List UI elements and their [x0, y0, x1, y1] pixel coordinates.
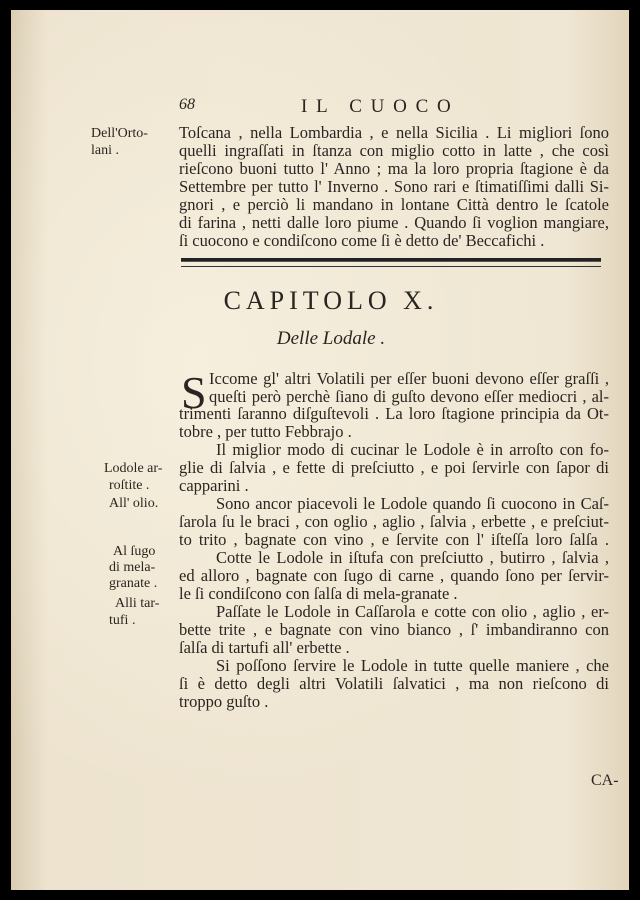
- text-line: Iccome gl' altri Volatili per eſſer buoni devono eſſer graſſi ,: [209, 369, 609, 388]
- text-line: ſarola ſu le braci , con oglio , aglio , ſalvia , erbette , e preſciut-: [179, 512, 609, 531]
- margin-note: roſtite .: [109, 478, 150, 493]
- text-line: glie di ſalvia , e fette di preſciutto , e poi ſervirle con ſapor di: [179, 458, 609, 477]
- text-line: ſalſa di tartufi all' erbette .: [179, 638, 350, 657]
- text-line: bette trite , e bagnate con vino bianco , ſ' imbandiranno con: [179, 620, 609, 639]
- text-line: to trito , bagnate con vino , e ſervite con l' iſteſſa loro ſalſa .: [179, 530, 609, 549]
- drop-cap: S: [181, 367, 207, 418]
- text-line: gnori , e perciò li mandano in lontane Città dentro le ſcatole: [179, 195, 609, 214]
- margin-note: lani .: [91, 143, 119, 158]
- text-line: ſi cuocono e condiſcono come ſi è detto de' Beccafichi .: [179, 231, 545, 250]
- book-page: [11, 10, 629, 890]
- text-line: Si poſſono ſervire le Lodole in tutte quelle maniere , che: [216, 656, 609, 675]
- margin-note: Dell'Orto-: [91, 126, 148, 141]
- margin-note: Al ſugo: [113, 544, 156, 559]
- text-line: quelli ingraſſati in ſtanza con miglio cotto in latte , che così: [179, 141, 609, 160]
- margin-note: Alli tar-: [115, 596, 160, 611]
- margin-note: di mela-: [109, 560, 156, 575]
- text-line: rieſcono buoni tutto l' Anno ; ma la loro propria ſtagione è da: [179, 159, 609, 178]
- text-line: troppo guſto .: [179, 692, 269, 711]
- text-line: le ſi condiſcono con ſalſa di mela-granate .: [179, 584, 458, 603]
- running-title: I L C U O C O: [301, 96, 453, 117]
- text-line: Il miglior modo di cucinar le Lodole è in arroſto con fo-: [216, 440, 609, 459]
- text-line: Paſſate le Lodole in Caſſarola e cotte con olio , aglio , er-: [216, 602, 609, 621]
- margin-note: granate .: [109, 576, 158, 591]
- chapter-subtitle: Delle Lodale .: [276, 328, 386, 349]
- text-line: trimenti ſaranno diſguſtevoli . La loro ſtagione principia da Ot-: [179, 404, 609, 423]
- margin-note: All' olio.: [109, 496, 159, 511]
- chapter-rule: [181, 258, 601, 262]
- chapter-rule-thin: [181, 266, 601, 267]
- text-line: Settembre per tutto l' Inverno . Sono rari e ſtimatiſſimi dalli Si-: [179, 177, 609, 196]
- text-line: queſti però perchè ſiano di guſto devono eſſer mediocri , al-: [209, 387, 609, 406]
- page-number: 68: [179, 96, 195, 113]
- margin-note: tufi .: [109, 613, 136, 628]
- text-line: ſi è detto degli altri Volatili ſalvatici , ma non rieſcono di: [179, 674, 609, 693]
- catchword: CA-: [591, 772, 619, 789]
- text-line: tobre , per tutto Febbrajo .: [179, 422, 352, 441]
- text-line: capparini .: [179, 476, 249, 495]
- text-line: Cotte le Lodole in iſtufa con preſciutto , butirro , ſalvia ,: [216, 548, 609, 567]
- text-line: Sono ancor piacevoli le Lodole quando ſi cuocono in Caſ-: [216, 494, 609, 513]
- text-line: ed alloro , bagnate con ſugo di carne , quando ſono per ſervir-: [179, 566, 609, 585]
- text-line: Toſcana , nella Lombardia , e nella Sicilia . Li migliori ſono: [179, 123, 609, 142]
- margin-note: Lodole ar-: [104, 461, 163, 476]
- text-line: di farina , netti dalle loro piume . Quando ſi voglion mangiare,: [179, 213, 609, 232]
- chapter-title: CAPITOLO X.: [223, 286, 439, 315]
